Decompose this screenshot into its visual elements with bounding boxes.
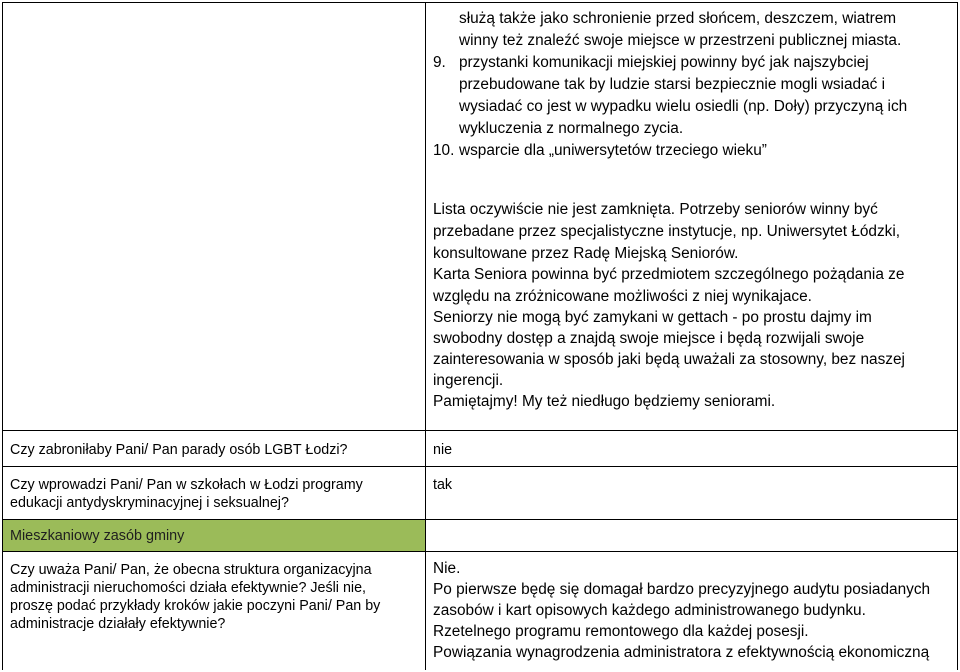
list-number-9: 9. [433, 54, 446, 71]
question-education-line: edukacji antydyskryminacyjnej i seksualnej? [10, 495, 289, 511]
paragraph-line: względu na zróżnicowane możliwości z niej wynikajace. [433, 288, 812, 305]
question-administration-line: administracji nieruchomości działa efektywnie? Jeśli nie, [10, 580, 366, 596]
border-right [957, 2, 958, 670]
list-item-9-line: wysiadać co jest w wypadku wielu osiedli (np. Doły) przyczyną ich [459, 98, 908, 115]
answer-administration-line: Nie. [433, 560, 461, 577]
question-administration-line: Czy uważa Pani/ Pan, że obecna struktura organizacyjna [10, 562, 372, 578]
row-divider [2, 551, 958, 552]
question-administration-line: administracje działały efektywnie? [10, 616, 226, 632]
list-number-10: 10. [433, 142, 455, 159]
paragraph-line: zainteresowania w sposób jaki będą uważali za stosowny, bez naszej [433, 351, 905, 368]
answer-administration-line: zasobów i kart opisowych każdego administrowanego budynku. [433, 602, 866, 619]
list-item-10-text: wsparcie dla „uniwersytetów trzeciego wieku” [459, 142, 767, 159]
paragraph-line: Seniorzy nie mogą być zamykani w gettach - po prostu dajmy im [433, 309, 872, 326]
paragraph-line: Pamiętajmy! My też niedługo będziemy seniorami. [433, 393, 776, 410]
answer-administration-line: Rzetelnego programu remontowego dla każdej posesji. [433, 623, 809, 640]
paragraph-line: swobodny dostęp a znajdą swoje miejsce i będą rozwijali swoje [433, 330, 865, 347]
answer-education: tak [433, 477, 453, 493]
paragraph-line: konsultowane przez Radę Miejską Seniorów. [433, 245, 739, 262]
column-divider [425, 2, 426, 670]
list-item-9-line: przebudowane tak by ludzie starsi bezpiecznie mogli wsiadać i [459, 76, 886, 93]
border-left [2, 2, 3, 670]
question-education-line: Czy wprowadzi Pani/ Pan w szkołach w Łodzi programy [10, 477, 363, 493]
border-top [2, 2, 958, 3]
answer-administration-line: Powiązania wynagrodzenia administratora z efektywnością ekonomiczną [433, 644, 930, 661]
list-item-8-line: winny też znaleźć swoje miejsce w przestrzeni publicznej miasta. [459, 32, 902, 49]
row-divider [2, 466, 958, 467]
paragraph-line: Lista oczywiście nie jest zamknięta. Potrzeby seniorów winny być [433, 201, 878, 218]
row-divider [2, 430, 958, 431]
paragraph-line: przebadane przez specjalistyczne instytucje, np. Uniwersytet Łódzki, [433, 223, 901, 240]
list-item-8-line: służą także jako schronienie przed słońcem, deszczem, wiatrem [459, 10, 897, 27]
question-administration-line: proszę podać przykłady kroków jakie poczyni Pani/ Pan by [10, 598, 381, 614]
list-item-9-line: wykluczenia z normalnego zycia. [459, 120, 684, 137]
list-item-9-line: przystanki komunikacji miejskiej powinny być jak najszybciej [459, 54, 869, 71]
answer-lgbt-parade: nie [433, 442, 453, 458]
paragraph-line: ingerencji. [433, 372, 504, 389]
question-lgbt-parade: Czy zabroniłaby Pani/ Pan parady osób LGBT Łodzi? [10, 442, 348, 458]
paragraph-line: Karta Seniora powinna być przedmiotem szczególnego pożądania ze [433, 266, 905, 283]
section-header: Mieszkaniowy zasób gminy [10, 528, 185, 544]
answer-administration-line: Po pierwsze będę się domagał bardzo precyzyjnego audytu posiadanych [433, 581, 931, 598]
